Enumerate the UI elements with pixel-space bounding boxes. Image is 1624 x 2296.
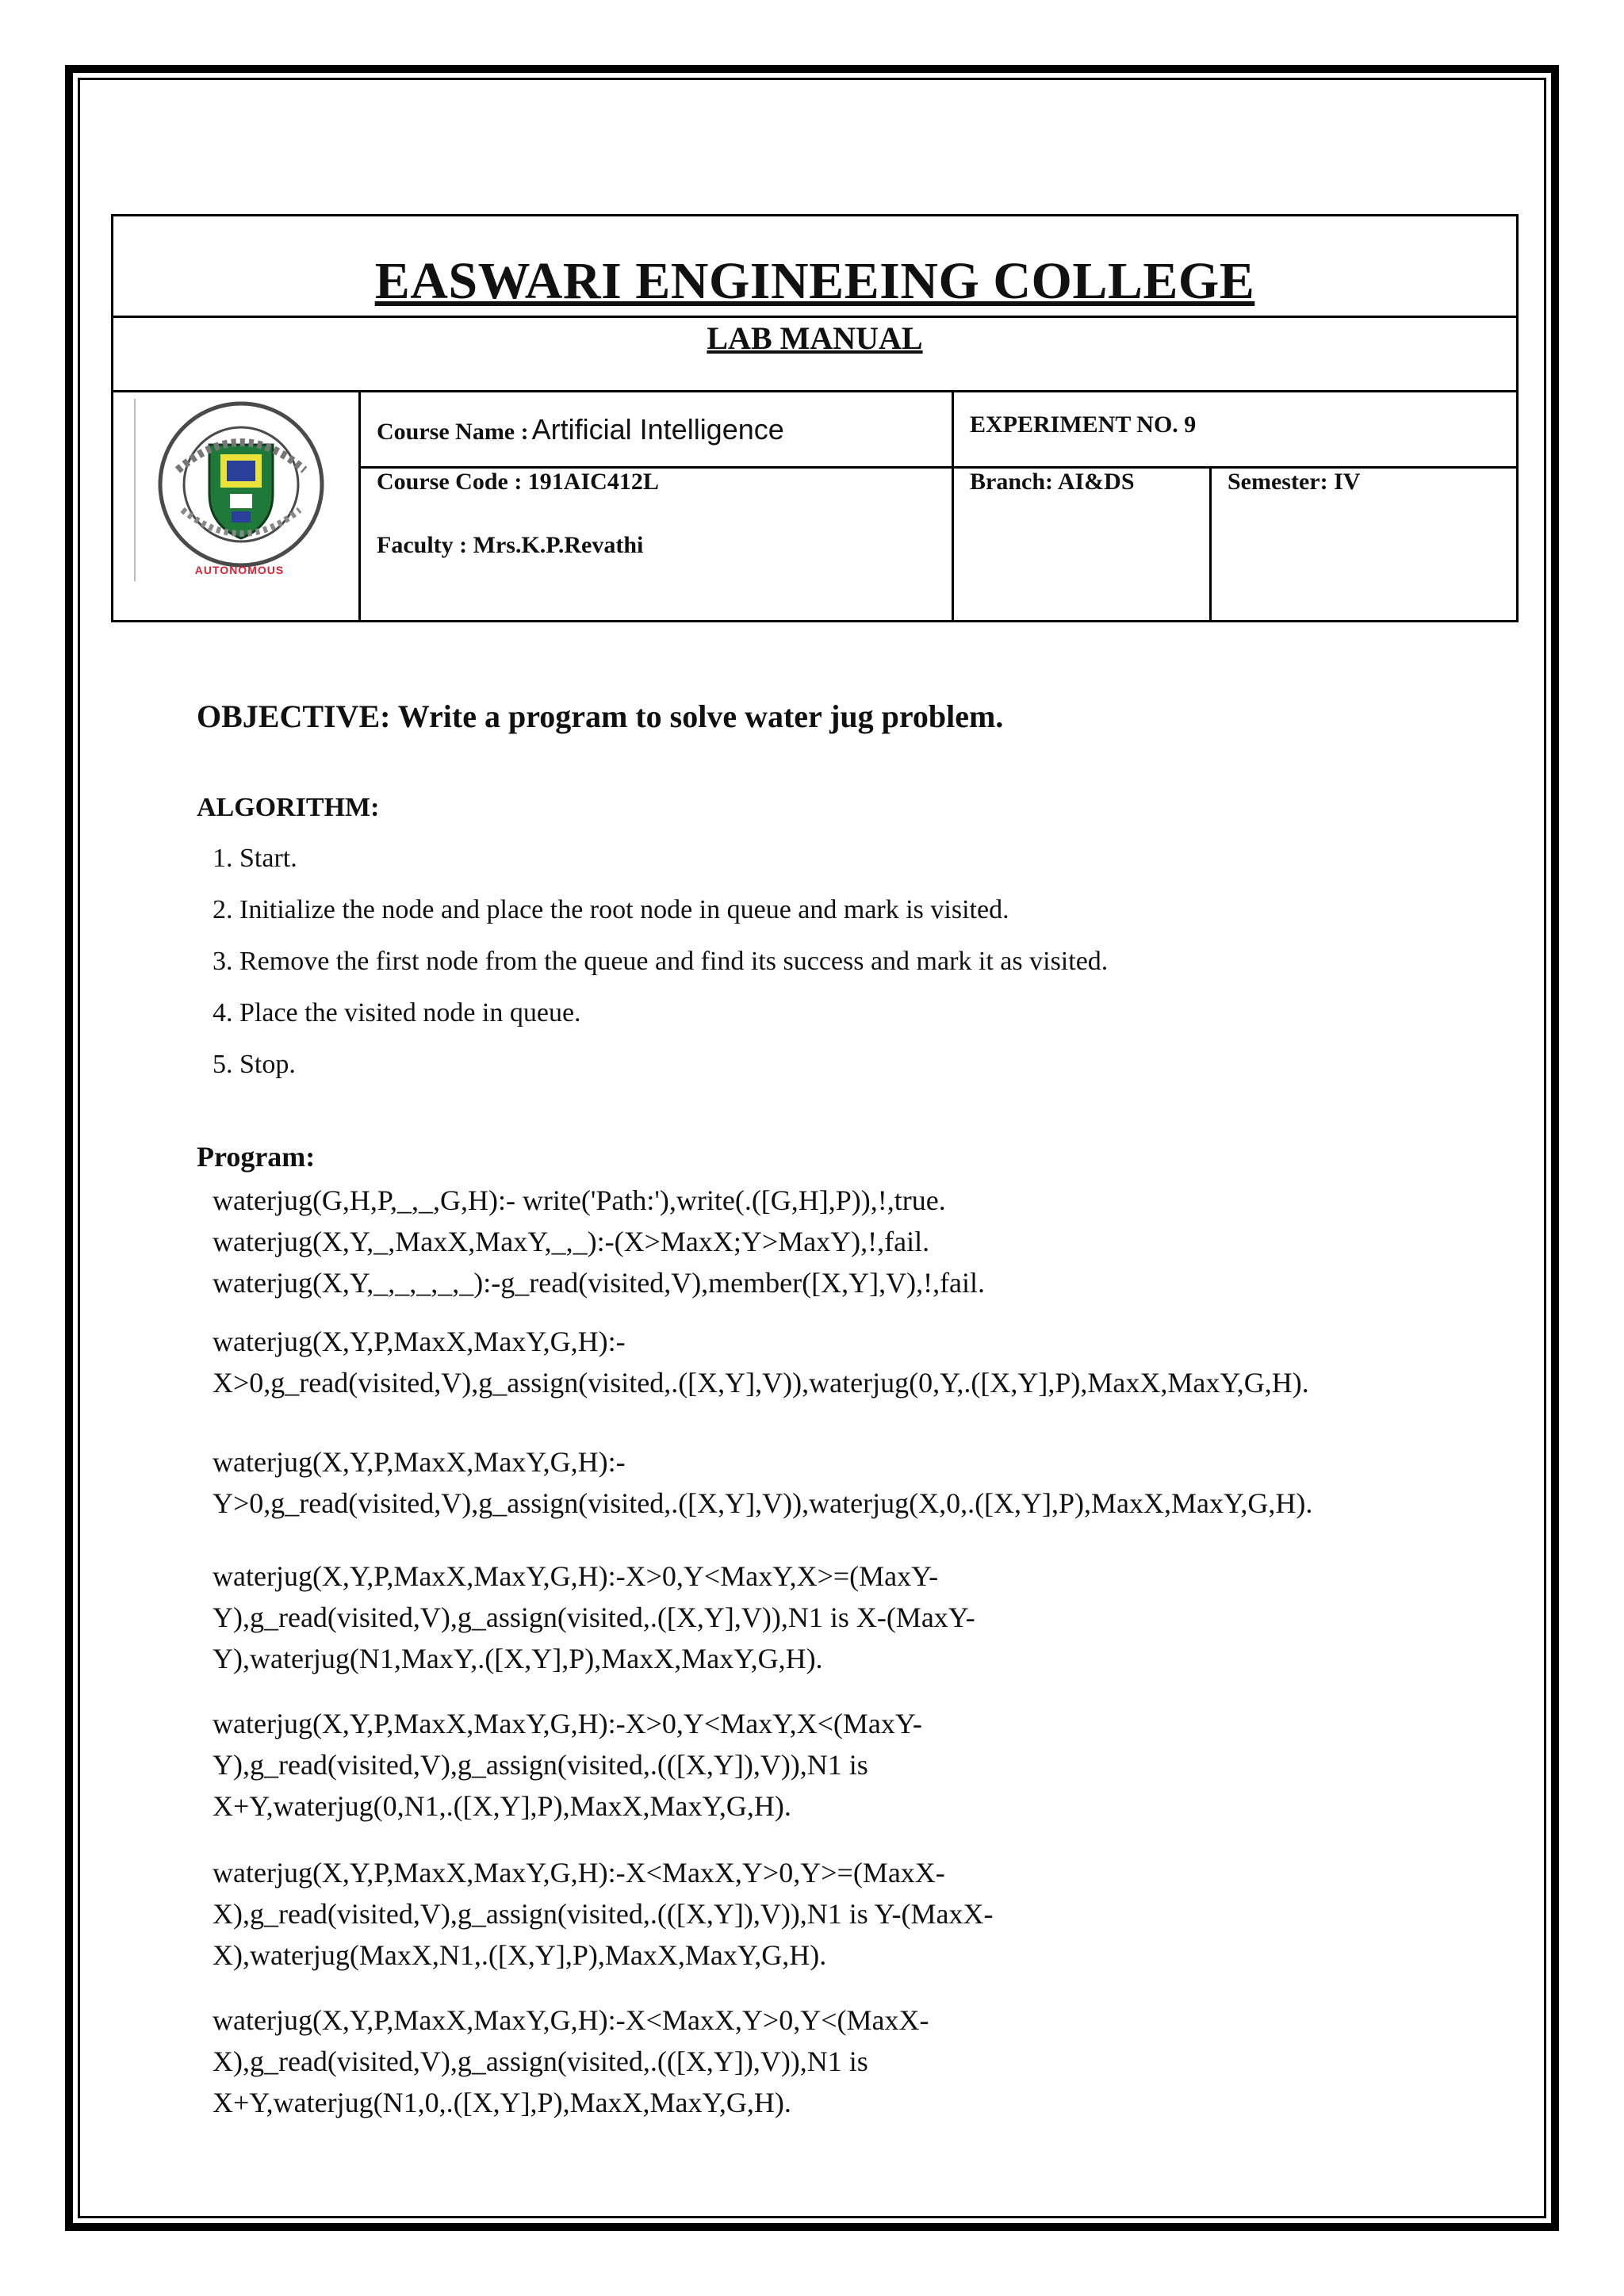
code-line: waterjug(X,Y,P,MaxX,MaxY,G,H):-X<MaxX,Y>0,Y<(MaxX- bbox=[213, 2004, 929, 2036]
code-block bbox=[213, 1180, 985, 1303]
code-block bbox=[213, 1321, 1309, 1403]
code-line: waterjug(X,Y,_,_,_,_,_):-g_read(visited,V),member([X,Y],V),!,fail. bbox=[213, 1267, 986, 1299]
code-line: Y),waterjug(N1,MaxY,.([X,Y],P),MaxX,MaxY,G,H). bbox=[213, 1643, 823, 1674]
code-block bbox=[213, 1556, 975, 1679]
faculty-name: Faculty : Mrs.K.P.Revathi bbox=[377, 532, 644, 558]
code-line: X+Y,waterjug(N1,0,.([X,Y],P),MaxX,MaxY,G,H). bbox=[213, 2087, 791, 2118]
algorithm-step: 1. Start. bbox=[213, 844, 297, 873]
code-line: Y),g_read(visited,V),g_assign(visited,.(([X,Y]),V)),N1 is bbox=[213, 1749, 868, 1781]
algorithm-steps bbox=[213, 840, 1108, 1098]
lab-manual-title: LAB MANUAL bbox=[707, 320, 923, 356]
code-line: waterjug(X,Y,P,MaxX,MaxY,G,H):- bbox=[213, 1446, 626, 1478]
college-crest-icon bbox=[133, 399, 346, 581]
semester-cell bbox=[1212, 469, 1516, 620]
code-line: waterjug(X,Y,P,MaxX,MaxY,G,H):-X<MaxX,Y>0,Y>=(MaxX- bbox=[213, 1857, 945, 1888]
logo-cell bbox=[113, 392, 361, 620]
program-title: Program: bbox=[197, 1141, 316, 1173]
code-line: X),g_read(visited,V),g_assign(visited,.(([X,Y]),V)),N1 is Y-(MaxX- bbox=[213, 1898, 994, 1930]
branch: Branch: AI&DS bbox=[970, 469, 1135, 495]
code-block bbox=[213, 1852, 993, 1976]
course-name-cell bbox=[361, 392, 954, 469]
course-code: Course Code : 191AIC412L bbox=[377, 469, 659, 495]
branch-cell bbox=[954, 469, 1212, 620]
course-name-label: Course Name : bbox=[377, 419, 529, 445]
header-title-row bbox=[113, 216, 1516, 318]
code-line: waterjug(X,Y,_,MaxX,MaxY,_,_):-(X>MaxX;Y>MaxY),!,fail. bbox=[213, 1226, 930, 1257]
course-name-value: Artificial Intelligence bbox=[531, 413, 784, 446]
college-name: EASWARI ENGINEEING COLLEGE bbox=[374, 252, 1255, 310]
code-line: waterjug(X,Y,P,MaxX,MaxY,G,H):- bbox=[213, 1326, 626, 1357]
course-code-cell bbox=[361, 469, 954, 620]
code-line: waterjug(X,Y,P,MaxX,MaxY,G,H):-X>0,Y<MaxY,X<(MaxY- bbox=[213, 1708, 922, 1739]
code-line: X>0,g_read(visited,V),g_assign(visited,.([X,Y],V)),waterjug(0,Y,.([X,Y],P),MaxX,MaxY,G,H). bbox=[213, 1367, 1309, 1399]
header-table bbox=[111, 214, 1519, 622]
semester: Semester: IV bbox=[1228, 469, 1361, 495]
algorithm-step: 5. Stop. bbox=[213, 1050, 296, 1079]
experiment-number: EXPERIMENT NO. 9 bbox=[970, 411, 1197, 438]
algorithm-step: 3. Remove the first node from the queue and find its success and mark it as visited. bbox=[213, 947, 1109, 976]
code-block bbox=[213, 1999, 929, 2123]
code-line: X+Y,waterjug(0,N1,.([X,Y],P),MaxX,MaxY,G,H). bbox=[213, 1790, 791, 1822]
code-line: waterjug(X,Y,P,MaxX,MaxY,G,H):-X>0,Y<MaxY,X>=(MaxY- bbox=[213, 1560, 939, 1592]
code-line: waterjug(G,H,P,_,_,G,H):- write('Path:'),write(.([G,H],P)),!,true. bbox=[213, 1184, 946, 1216]
header-subtitle-row bbox=[113, 318, 1516, 392]
code-line: X),g_read(visited,V),g_assign(visited,.(([X,Y]),V)),N1 is bbox=[213, 2045, 868, 2077]
experiment-cell bbox=[954, 392, 1516, 469]
logo-caption: AUTONOMOUS bbox=[194, 564, 285, 576]
algorithm-step: 4. Place the visited node in queue. bbox=[213, 998, 581, 1027]
objective: OBJECTIVE: Write a program to solve water jug problem. bbox=[197, 698, 1004, 734]
algorithm-title: ALGORITHM: bbox=[197, 793, 380, 822]
code-block bbox=[213, 1441, 1312, 1524]
code-line: Y),g_read(visited,V),g_assign(visited,.([X,Y],V)),N1 is X-(MaxY- bbox=[213, 1601, 975, 1633]
code-block bbox=[213, 1703, 922, 1827]
code-line: X),waterjug(MaxX,N1,.([X,Y],P),MaxX,MaxY,G,H). bbox=[213, 1939, 827, 1971]
code-line: Y>0,g_read(visited,V),g_assign(visited,.([X,Y],V)),waterjug(X,0,.([X,Y],P),MaxX,MaxY,G,H). bbox=[213, 1487, 1313, 1519]
algorithm-step: 2. Initialize the node and place the root node in queue and mark is visited. bbox=[213, 895, 1009, 924]
